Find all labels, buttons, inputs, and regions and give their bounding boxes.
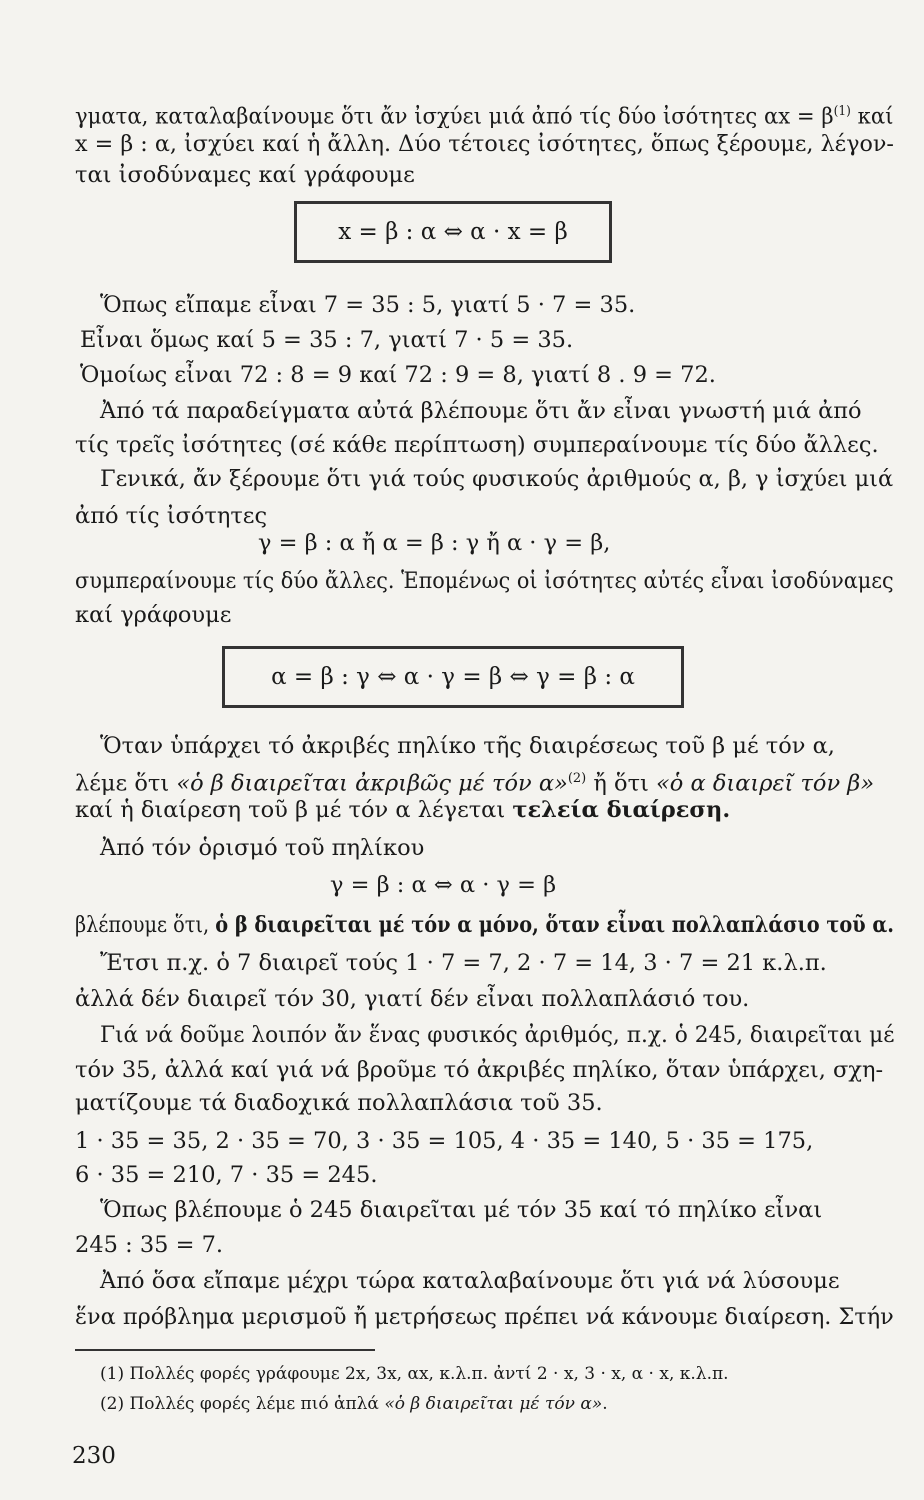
text-line: βλέπουμε ὅτι, ὁ β διαιρεῖται μέ τόν α μόνο, ὅταν εἶναι πολλαπλάσιο τοῦ α. <box>75 912 894 938</box>
text-line: τίς τρεῖς ἰσότητες (σέ κάθε περίπτωση) συμπεραίνουμε τίς δύο ἄλλες. <box>75 432 879 458</box>
text-line: Ὅπως εἴπαμε εἶναι 7 = 35 : 5, γιατί 5 · 7 = 35. <box>100 292 636 318</box>
text-line: Ἀπό τόν ὁρισμό τοῦ πηλίκου <box>100 835 425 861</box>
text-line: λέμε ὅτι «ὁ β διαιρεῖται ἀκριβῶς μέ τόν α»$^{(2)}$ ἤ ὅτι «ὁ α διαιρεῖ τόν β» <box>75 770 875 797</box>
equation-line: 245 : 35 = 7. <box>75 1232 224 1258</box>
text-line: Ὁμοίως εἶναι 72 : 8 = 9 καί 72 : 9 = 8, γιατί 8 . 9 = 72. <box>80 362 716 388</box>
footnote-divider <box>75 1349 375 1351</box>
equation-line: γ = β : α ⇔ α · γ = β <box>330 872 557 898</box>
text-line: τόν 35, ἀλλά καί γιά νά βροῦμε τό ἀκριβές πηλίκο, ὅταν ὑπάρχει, σχη- <box>75 1057 884 1083</box>
text-line: καί ἡ διαίρεση τοῦ β μέ τόν α λέγεται τελεία διαίρεση. <box>75 797 731 823</box>
equation-line: γ = β : α ἤ α = β : γ ἤ α · γ = β, <box>258 530 611 556</box>
equation-line: 1 · 35 = 35, 2 · 35 = 70, 3 · 35 = 105, 4 · 35 = 140, 5 · 35 = 175, <box>75 1128 814 1154</box>
text-line: ἀλλά δέν διαιρεῖ τόν 30, γιατί δέν εἶναι πολλαπλάσιό του. <box>75 986 750 1012</box>
text-line: Ἀπό ὅσα εἴπαμε μέχρι τώρα καταλαβαίνουμε ὅτι γιά νά λύσουμε <box>100 1268 840 1294</box>
equation-line: 6 · 35 = 210, 7 · 35 = 245. <box>75 1162 378 1188</box>
text-line: συμπεραίνουμε τίς δύο ἄλλες. Ἑπομένως οἱ ἰσότητες αὐτές εἶναι ἰσοδύναμες <box>75 568 894 594</box>
text-line: ἀπό τίς ἰσότητες <box>75 503 268 529</box>
equivalence-box-1: x = β : α ⇔ α · x = β <box>294 201 612 263</box>
footnote-2: (2) Πολλές φορές λέμε πιό ἁπλά «ὁ β διαιρεῖται μέ τόν α». <box>100 1394 608 1414</box>
text-line: Γιά νά δοῦμε λοιπόν ἄν ἕνας φυσικός ἀριθμός, π.χ. ὁ 245, διαιρεῖται μέ <box>100 1022 895 1048</box>
text-line: γματα, καταλαβαίνουμε ὅτι ἄν ἰσχύει μιά ἀπό τίς δύο ἰσότητες $\alpha x = \beta^{(1)}$ καί <box>75 103 894 130</box>
text-line: Ἔτσι π.χ. ὁ 7 διαιρεῖ τούς 1 · 7 = 7, 2 · 7 = 14, 3 · 7 = 21 κ.λ.π. <box>100 950 827 976</box>
equivalence-box-2: α = β : γ ⇔ α · γ = β ⇔ γ = β : α <box>222 646 684 708</box>
text-line: x = β : α, ἰσχύει καί ἡ ἄλλη. Δύο τέτοιες ἰσότητες, ὅπως ξέρουμε, λέγον- <box>75 131 894 157</box>
text-line: ἕνα πρόβλημα μερισμοῦ ἤ μετρήσεως πρέπει νά κάνουμε διαίρεση. Στήν <box>75 1304 894 1330</box>
text-line: Γενικά, ἄν ξέρουμε ὅτι γιά τούς φυσικούς ἀριθμούς α, β, γ ἰσχύει μιά <box>100 466 894 492</box>
text-line: Εἶναι ὅμως καί 5 = 35 : 7, γιατί 7 · 5 = 35. <box>80 327 574 353</box>
text-line: Ὅπως βλέπουμε ὁ 245 διαιρεῖται μέ τόν 35 καί τό πηλίκο εἶναι <box>100 1197 823 1223</box>
text-line: καί γράφουμε <box>75 602 232 628</box>
text-line: Ἀπό τά παραδείγματα αὐτά βλέπουμε ὅτι ἄν εἶναι γνωστή μιά ἀπό <box>100 398 862 424</box>
text-line: ται ἰσοδύναμες καί γράφουμε <box>75 162 415 188</box>
text-line: ματίζουμε τά διαδοχικά πολλαπλάσια τοῦ 35. <box>75 1090 603 1116</box>
page-number: 230 <box>72 1443 116 1469</box>
footnote-1: (1) Πολλές φορές γράφουμε 2x, 3x, αx, κ.λ.π. ἀντί 2 · x, 3 · x, α · x, κ.λ.π. <box>100 1364 729 1384</box>
text-line: Ὅταν ὑπάρχει τό ἀκριβές πηλίκο τῆς διαιρέσεως τοῦ β μέ τόν α, <box>100 733 835 759</box>
